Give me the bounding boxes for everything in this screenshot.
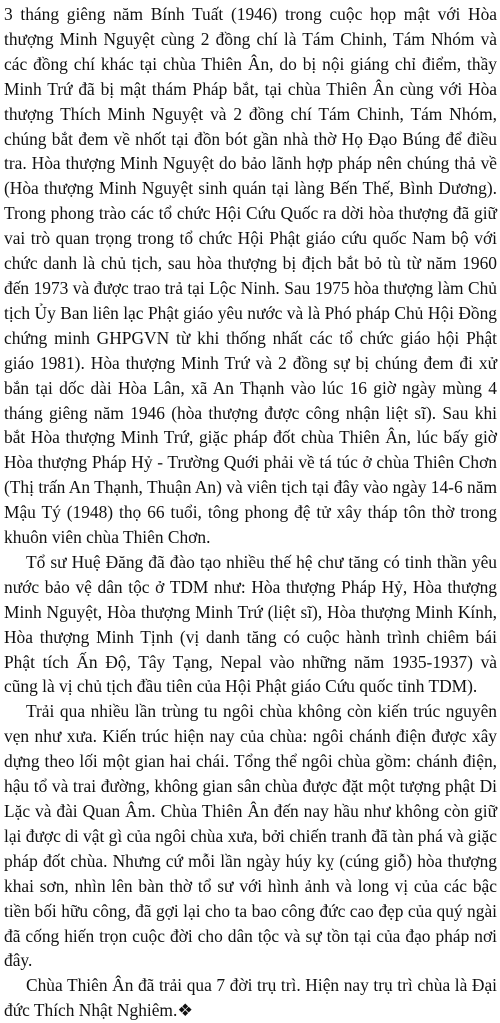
paragraph-1: 3 tháng giêng năm Bính Tuất (1946) trong cuộc họp mật với Hòa thượng Minh Nguyệt cùng 2 đồng chí là Tám Chinh, Tám Nhóm và các đồng chí khác tại chùa Thiên Ân, do bị nội giáng chỉ điểm, thầy Minh Trứ đã bị mật thám Pháp bắt, tại chùa Thiên Ân cùng với Hòa thượng Thích Minh Nguyệt và 2 đồng chí Tám Chinh, Tám Nhóm, chúng bắt đem về nhốt tại đồn bót gần nhà thờ Họ Đạo Búng để điều tra. Hòa thượng Minh Nguyệt do bảo lãnh hợp pháp nên chúng thả về (Hòa thượng Minh Nguyệt sinh quán tại làng Bến Thế, Bình Dương). Trong phong trào các tổ chức Hội Cứu Quốc ra dời hòa thượng đã giữ vai trò quan trọng trong tổ chức Hội Phật giáo cứu quốc Nam bộ với chức danh là chủ tịch, sau hòa thượng bị địch bắt bỏ tù từ năm 1960 đến 1973 và được trao trả tại Lộc Ninh. Sau 1975 hòa thượng làm Chủ tịch Ủy Ban liên lạc Phật giáo yêu nước và là Phó pháp Chủ Hội Đồng chứng minh GHPGVN từ khi thống nhất các tổ chức giáo hội Phật giáo 1981). Hòa thượng Minh Trứ và 2 đồng sự bị chúng đem đi xử bắn tại dốc dài Hòa Lân, xã An Thạnh vào lúc 16 giờ ngày mùng 4 tháng giêng năm 1946 (hòa thượng được công nhận liệt sĩ). Sau khi bắt Hòa thượng Minh Trứ, giặc pháp đốt chùa Thiên Ân, lúc bấy giờ Hòa thượng Pháp Hỷ - Trường Quới phải về tá túc ở chùa Thiên Chơn (Thị trấn An Thạnh, Thuận An) và viên tịch tại đây vào ngày 14-6 năm Mậu Tý (1948) thọ 66 tuổi, tông phong đệ tử xây tháp tôn thờ trong khuôn viên chùa Thiên Chơn. [4, 4, 497, 548]
paragraph-3: Trải qua nhiều lần trùng tu ngôi chùa không còn kiến trúc nguyên vẹn như xưa. Kiến trúc hiện nay của chùa: ngôi chánh điện được xây dựng theo lối một gian hai chái. Tổng thể ngôi chùa gồm: chánh điện, hậu tổ và trai đường, không gian sân chùa được đặt một tượng phật Di Lặc và đài Quan Âm. Chùa Thiên Ân đến nay hầu như không còn giữ lại được di vật gì của ngôi chùa xưa, bởi chiến tranh đã tàn phá và giặc pháp đốt chùa. Nhưng cứ mỗi lần ngày húy kỵ (cúng giỗ) hòa thượng khai sơn, nhìn lên bàn thờ tổ sư với hình ảnh và long vị của các bậc tiền bối hữu công, đã gợi lại cho ta bao công đức cao đẹp của quý ngài đã cống hiến trọn cuộc đời cho dân tộc và sự tồn tại của đạo pháp nơi đây. [4, 701, 497, 971]
paragraph-2: Tổ sư Huệ Đăng đã đào tạo nhiều thế hệ chư tăng có tinh thần yêu nước bảo vệ dân tộc ở TDM như: Hòa thượng Pháp Hỷ, Hòa thượng Minh Nguyệt, Hòa thượng Minh Trứ (liệt sĩ), Hòa thượng Minh Kính, Hòa thượng Minh Tịnh (vị danh tăng có cuộc hành trình chiêm bái Phật tích Ấn Độ, Tây Tạng, Nepal vào những năm 1935-1937) và cũng là vị chủ tịch đầu tiên của Hội Phật giáo Cứu quốc tỉnh TDM). [4, 551, 497, 697]
document-page [4, 2, 497, 1023]
paragraph-4 [4, 973, 497, 1023]
end-mark-icon: ❖ [177, 1000, 193, 1021]
paragraph-4-text: Chùa Thiên Ân đã trải qua 7 đời trụ trì. Hiện nay trụ trì chùa là Đại đức Thích Nhật Nghiêm. [4, 975, 497, 1021]
